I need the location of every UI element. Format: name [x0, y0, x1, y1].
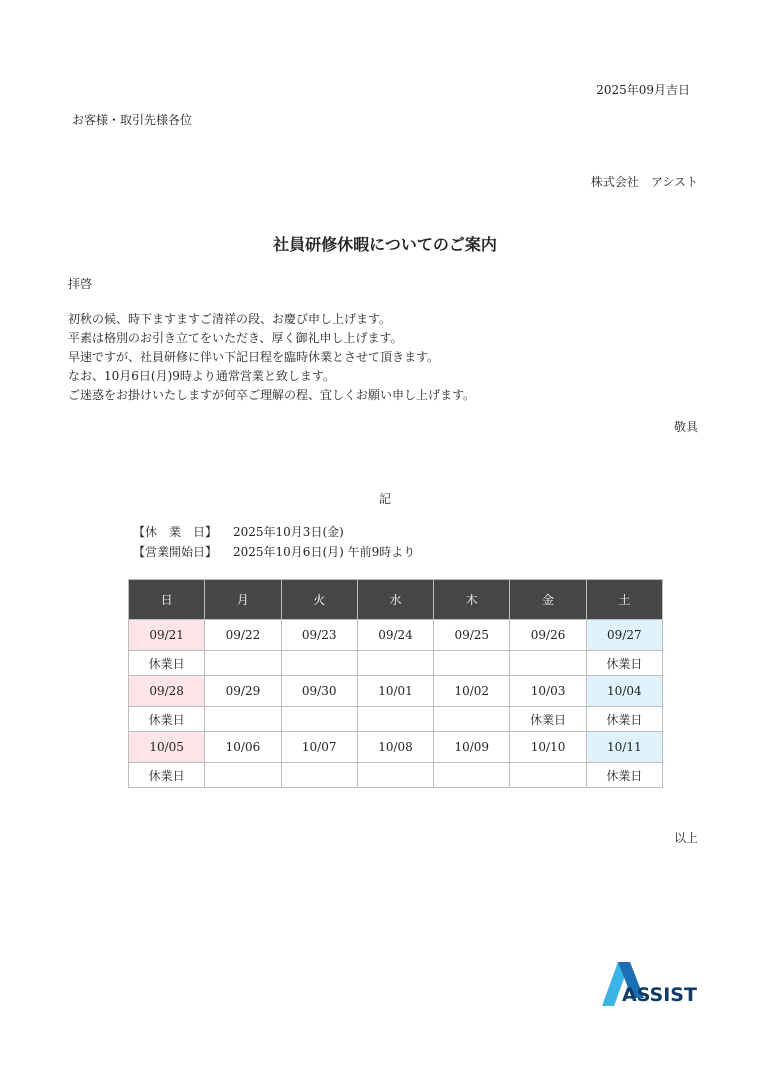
date-cell: 10/06	[205, 732, 281, 763]
body-line: 平素は格別のお引き立てをいただき、厚く御礼申し上げます。	[68, 331, 403, 345]
assist-logo	[600, 960, 700, 1008]
body-text	[68, 310, 475, 405]
recipient: お客様・取引先様各位	[72, 113, 193, 127]
sender-company: 株式会社 アシスト	[590, 175, 698, 189]
end-marker: 以上	[673, 831, 698, 845]
date-cell: 09/23	[281, 620, 357, 651]
body-line: 初秋の候、時下ますますご清祥の段、お慶び申し上げます。	[68, 312, 392, 326]
week-date-row	[129, 732, 663, 763]
reopen-info	[133, 543, 415, 560]
note-cell	[510, 651, 586, 676]
document-title: 社員研修休暇についてのご案内	[273, 235, 497, 254]
weekday-mon: 月	[205, 580, 281, 620]
calendar-table	[128, 579, 663, 788]
date-cell: 09/28	[129, 676, 205, 707]
closing: 敬具	[673, 420, 698, 434]
week-date-row	[129, 676, 663, 707]
date-cell: 10/08	[357, 732, 433, 763]
note-cell	[434, 763, 510, 788]
reopen-value: 2025年10月6日(月) 午前9時より	[233, 545, 416, 559]
holiday-value: 2025年10月3日(金)	[233, 525, 344, 539]
note-cell	[281, 651, 357, 676]
note-cell: 休業日	[586, 707, 662, 732]
body-line: 早速ですが、社員研修に伴い下記日程を臨時休業とさせて頂きます。	[68, 350, 440, 364]
week-note-row	[129, 763, 663, 788]
note-cell: 休業日	[129, 707, 205, 732]
date-cell: 09/27	[586, 620, 662, 651]
weekday-sun: 日	[129, 580, 205, 620]
note-cell: 休業日	[586, 651, 662, 676]
date-cell: 10/05	[129, 732, 205, 763]
date-cell: 09/26	[510, 620, 586, 651]
date-cell: 09/30	[281, 676, 357, 707]
note-cell	[510, 763, 586, 788]
date-cell: 09/25	[434, 620, 510, 651]
ki-marker: 記	[378, 492, 391, 506]
holiday-label: 【休 業 日】	[133, 525, 218, 539]
week-note-row	[129, 651, 663, 676]
date-cell: 09/24	[357, 620, 433, 651]
date-cell: 10/01	[357, 676, 433, 707]
holiday-info	[133, 523, 344, 540]
note-cell	[434, 651, 510, 676]
note-cell	[357, 651, 433, 676]
weekday-tue: 火	[281, 580, 357, 620]
greeting: 拝啓	[68, 277, 93, 291]
weekday-wed: 水	[357, 580, 433, 620]
logo-text: ASSIST	[622, 984, 697, 1006]
note-cell	[205, 651, 281, 676]
date-cell: 10/02	[434, 676, 510, 707]
note-cell	[281, 763, 357, 788]
document-date: 2025年09月吉日	[596, 83, 690, 97]
week-note-row	[129, 707, 663, 732]
note-cell	[434, 707, 510, 732]
body-line: なお、10月6日(月)9時より通常営業と致します。	[68, 369, 335, 383]
date-cell: 10/10	[510, 732, 586, 763]
weekday-fri: 金	[510, 580, 586, 620]
date-cell: 09/29	[205, 676, 281, 707]
body-line: ご迷惑をお掛けいたしますが何卒ご理解の程、宜しくお願い申し上げます。	[68, 388, 476, 402]
date-cell: 09/22	[205, 620, 281, 651]
date-cell: 10/09	[434, 732, 510, 763]
date-cell: 10/07	[281, 732, 357, 763]
note-cell: 休業日	[510, 707, 586, 732]
note-cell: 休業日	[129, 763, 205, 788]
note-cell: 休業日	[129, 651, 205, 676]
note-cell	[357, 763, 433, 788]
note-cell	[205, 763, 281, 788]
weekday-sat: 土	[586, 580, 662, 620]
note-cell	[205, 707, 281, 732]
note-cell	[357, 707, 433, 732]
weekday-header-row	[129, 580, 663, 620]
date-cell: 10/11	[586, 732, 662, 763]
note-cell	[281, 707, 357, 732]
date-cell: 10/04	[586, 676, 662, 707]
reopen-label: 【営業開始日】	[133, 545, 218, 559]
date-cell: 10/03	[510, 676, 586, 707]
weekday-thu: 木	[434, 580, 510, 620]
date-cell: 09/21	[129, 620, 205, 651]
note-cell: 休業日	[586, 763, 662, 788]
week-date-row	[129, 620, 663, 651]
